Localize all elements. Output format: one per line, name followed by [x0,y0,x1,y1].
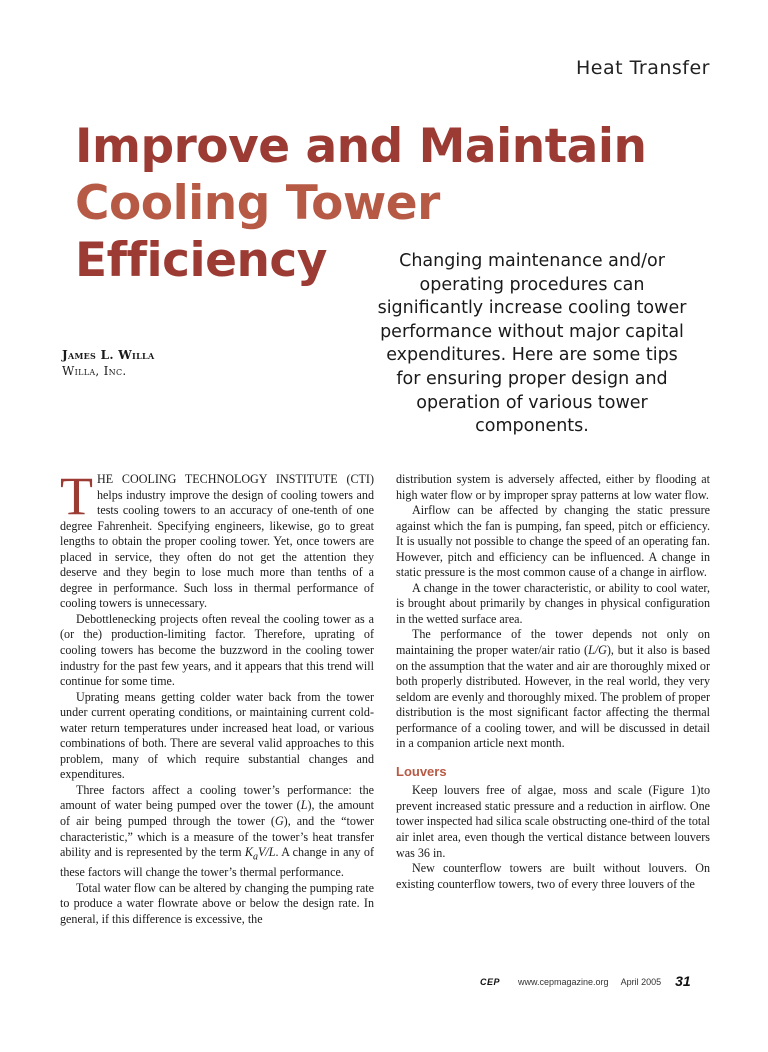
title-line-1: Improve and Maintain [75,119,647,174]
author-name: James L. Willa [62,348,155,362]
article-column-1 [60,466,375,927]
paragraph-2: Debottlenecking projects often reveal the cooling tower as a (or the) production-limiting factor. Therefore, uprating of cooling towers has become the buzzword in the cooling tower industry for the past few years, and it appears that this trend will continue for some time. [60,611,374,689]
paragraph-3: Uprating means getting colder water back from the tower under current operating conditions, or maintaining current cold-water return temperatures under increased heat load, or various combinations of both. There are several valid approaches to this problem, many of which require substantial changes and expenditures. [60,689,374,782]
paragraph-5-continued: distribution system is adversely affected, either by flooding at high water flow or by improper spray patterns at low water flow. [396,472,710,502]
byline [62,347,154,379]
paragraph-9: Keep louvers free of algae, moss and scale (Figure 1)to prevent increased static pressure and a reduction in airflow. One tower inspected had silica scale obstructing one-third of the total air inlet area, even though the vertical distance between louvers was 36 in. [396,783,710,860]
title-line-2: Cooling Tower [75,176,440,231]
cep-logo: CEP [480,977,501,987]
subhead-louvers: Louvers [396,763,447,779]
lead-in: HE COOLING TECHNOLOGY INSTITUTE (CTI) [97,472,374,486]
section-label: Heat Transfer [575,57,710,79]
page-number: 31 [675,973,691,989]
drop-cap: T [60,466,93,526]
page-footer [480,972,710,988]
paragraph-4: Three factors affect a cooling tower’s performance: the amount of water being pumped over the tower (L), the amount of air being pumped through the tower (G), and the “tower characteristic,” which is a measure of the tower’s heat transfer ability and is represented by the term $K_aV/L$. A change in any of these factors will change the tower’s thermal performance. [60,782,375,880]
paragraph-6: Airflow can be affected by changing the static pressure against which the fan is pumping, fan speed, pitch or efficiency. It is usually not possible to change the speed of an operating fan. However, pitch and efficiency can be influenced. A change in static pressure is the most common cause of a change in airflow. [396,503,710,580]
footer-date: April 2005 [620,977,662,987]
paragraph-1: THE COOLING TECHNOLOGY INSTITUTE (CTI) helps industry improve the design of cooling towers and tests cooling towers to an accuracy of one-tenth of one degree Fahrenheit. Specifying engineers, likewise, go to great lengths to obtain the proper cooling tower. Yet, once towers are placed in service, they often do not get the attention they deserve and they begin to lose much more than tenths of a degree in performance. Such loss in thermal performance of cooling towers is unnecessary. [60,466,374,611]
author-affiliation: Willa, Inc. [62,364,127,378]
article-deck: Changing maintenance and/or operating procedures can significantly increase cooling tower performance without major capital expenditures. Here are some tips for ensuring proper design and operation of various tower components. [377,251,687,437]
paragraph-10: New counterflow towers are built without louvers. On existing counterflow towers, two of every three louvers of the [396,861,710,891]
footer-website[interactable]: www.cepmagazine.org [518,977,609,987]
article-column-2 [396,472,710,1052]
title-line-3: Efficiency [75,233,327,288]
paragraph-8: The performance of the tower depends not only on maintaining the proper water/air ratio (L/G), but it also is based on the assumption that the water and air are thoroughly mixed or both properly distributed. However, in the real world, they very seldom are evenly and thoroughly mixed. The problem of proper distribution is the most significant factor affecting the thermal performance of a cooling tower, and will be discussed in detail in a companion article next month. [396,627,710,751]
paragraph-7: A change in the tower characteristic, or ability to cool water, is brought about primarily by changes in physical configuration in the wetted surface area. [396,580,710,626]
paragraph-5: Total water flow can be altered by changing the pumping rate to produce a water flowrate above or below the design rate. In general, if this difference is excessive, the [60,880,374,926]
